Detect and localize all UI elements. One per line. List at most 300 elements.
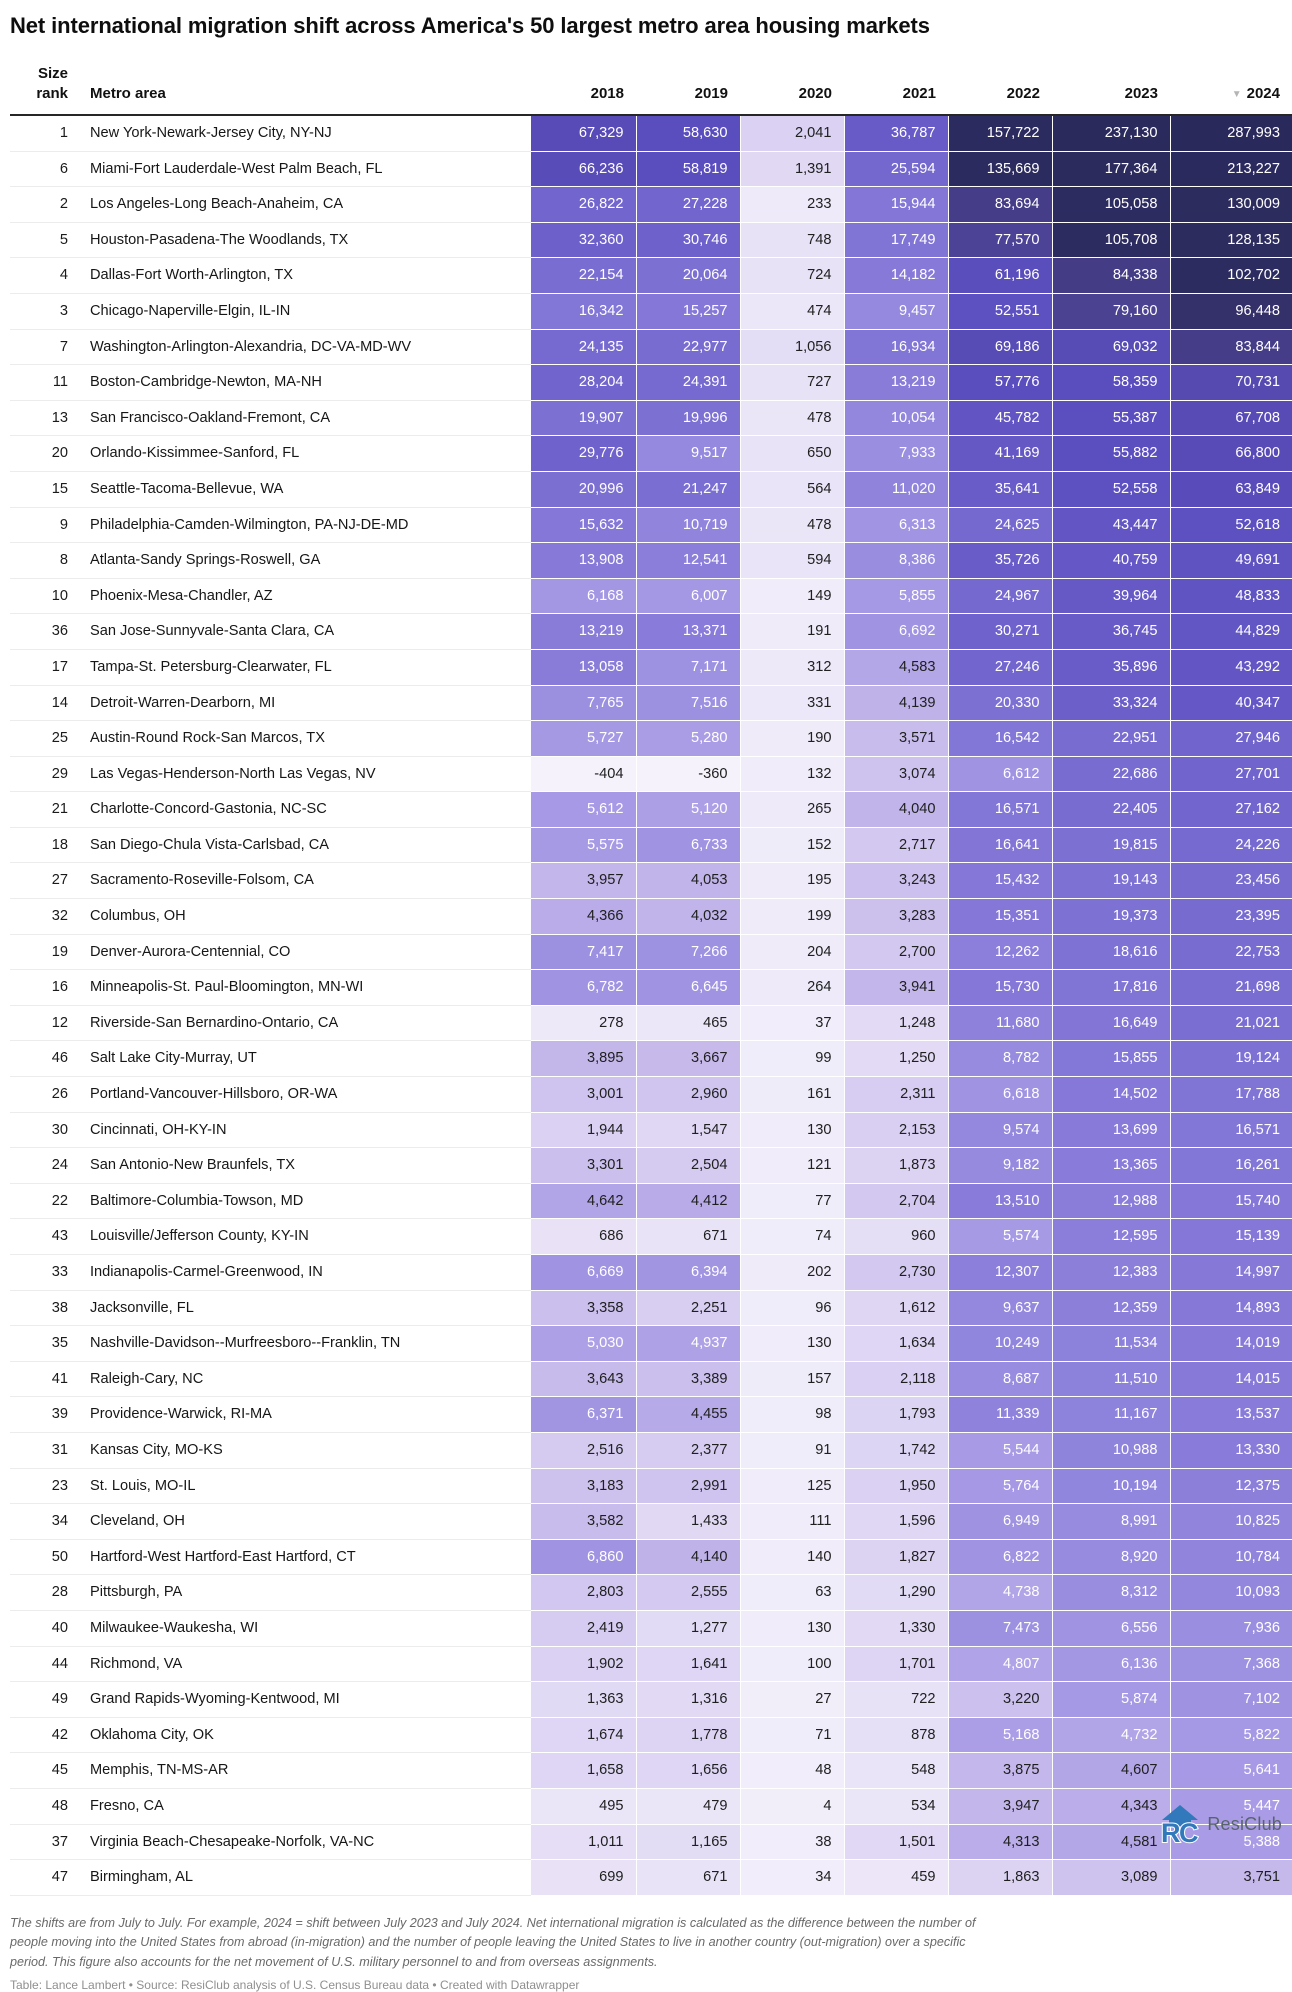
value-cell-2019: 5,280 xyxy=(636,721,740,757)
table-row xyxy=(10,1824,1292,1860)
table-row xyxy=(10,365,1292,401)
metro-area-cell: St. Louis, MO-IL xyxy=(78,1468,530,1504)
value-cell-2018: 6,371 xyxy=(530,1397,636,1433)
value-cell-2023: 55,387 xyxy=(1052,400,1170,436)
value-cell-2021: 3,074 xyxy=(844,756,948,792)
value-cell-2022: 61,196 xyxy=(948,258,1052,294)
metro-area-cell: Jacksonville, FL xyxy=(78,1290,530,1326)
value-cell-2019: 465 xyxy=(636,1005,740,1041)
value-cell-2024: 102,702 xyxy=(1170,258,1292,294)
size-rank-cell: 22 xyxy=(10,1183,78,1219)
value-cell-2023: 12,988 xyxy=(1052,1183,1170,1219)
value-cell-2019: 19,996 xyxy=(636,400,740,436)
value-cell-2018: 6,860 xyxy=(530,1539,636,1575)
value-cell-2022: 7,473 xyxy=(948,1610,1052,1646)
resiclub-logo xyxy=(1161,1804,1282,1844)
value-cell-2020: 99 xyxy=(740,1041,844,1077)
value-cell-2024: 27,701 xyxy=(1170,756,1292,792)
value-cell-2018: 13,058 xyxy=(530,649,636,685)
value-cell-2019: 12,541 xyxy=(636,543,740,579)
value-cell-2019: 4,937 xyxy=(636,1326,740,1362)
value-cell-2022: 11,339 xyxy=(948,1397,1052,1433)
value-cell-2019: 10,719 xyxy=(636,507,740,543)
value-cell-2023: 18,616 xyxy=(1052,934,1170,970)
value-cell-2018: 6,168 xyxy=(530,578,636,614)
table-row xyxy=(10,649,1292,685)
value-cell-2018: 3,183 xyxy=(530,1468,636,1504)
size-rank-label-line1: Size xyxy=(37,64,68,82)
value-cell-2022: 6,612 xyxy=(948,756,1052,792)
value-cell-2022: 3,947 xyxy=(948,1788,1052,1824)
metro-area-cell: Sacramento-Roseville-Folsom, CA xyxy=(78,863,530,899)
metro-area-cell: Pittsburgh, PA xyxy=(78,1575,530,1611)
value-cell-2018: 20,996 xyxy=(530,471,636,507)
table-row xyxy=(10,507,1292,543)
size-rank-cell: 26 xyxy=(10,1077,78,1113)
value-cell-2020: 71 xyxy=(740,1717,844,1753)
value-cell-2018: 7,765 xyxy=(530,685,636,721)
size-rank-cell: 33 xyxy=(10,1255,78,1291)
table-body xyxy=(10,115,1292,1895)
metro-area-cell: San Diego-Chula Vista-Carlsbad, CA xyxy=(78,827,530,863)
table-row xyxy=(10,578,1292,614)
value-cell-2024: 128,135 xyxy=(1170,222,1292,258)
table-row xyxy=(10,1112,1292,1148)
metro-area-cell: New York-Newark-Jersey City, NY-NJ xyxy=(78,115,530,151)
table-row xyxy=(10,1219,1292,1255)
value-cell-2021: 1,873 xyxy=(844,1148,948,1184)
size-rank-cell: 48 xyxy=(10,1788,78,1824)
size-rank-cell: 11 xyxy=(10,365,78,401)
value-cell-2021: 960 xyxy=(844,1219,948,1255)
table-row xyxy=(10,329,1292,365)
value-cell-2023: 35,896 xyxy=(1052,649,1170,685)
value-cell-2018: 13,908 xyxy=(530,543,636,579)
table-row xyxy=(10,1326,1292,1362)
value-cell-2022: 3,220 xyxy=(948,1682,1052,1718)
value-cell-2019: 1,433 xyxy=(636,1504,740,1540)
metro-area-cell: Columbus, OH xyxy=(78,899,530,935)
value-cell-2022: 1,863 xyxy=(948,1860,1052,1896)
value-cell-2022: 52,551 xyxy=(948,293,1052,329)
value-cell-2019: 7,266 xyxy=(636,934,740,970)
size-rank-cell: 9 xyxy=(10,507,78,543)
value-cell-2024: 66,800 xyxy=(1170,436,1292,472)
value-cell-2020: 149 xyxy=(740,578,844,614)
metro-area-cell: Philadelphia-Camden-Wilmington, PA-NJ-DE-MD xyxy=(78,507,530,543)
value-cell-2018: 5,612 xyxy=(530,792,636,828)
value-cell-2020: 748 xyxy=(740,222,844,258)
metro-area-cell: Kansas City, MO-KS xyxy=(78,1432,530,1468)
value-cell-2019: 21,247 xyxy=(636,471,740,507)
table-row xyxy=(10,222,1292,258)
value-cell-2019: -360 xyxy=(636,756,740,792)
value-cell-2023: 22,686 xyxy=(1052,756,1170,792)
value-cell-2024: 83,844 xyxy=(1170,329,1292,365)
value-cell-2020: 100 xyxy=(740,1646,844,1682)
value-cell-2019: 24,391 xyxy=(636,365,740,401)
value-cell-2020: 74 xyxy=(740,1219,844,1255)
table-row xyxy=(10,1717,1292,1753)
value-cell-2021: 11,020 xyxy=(844,471,948,507)
value-cell-2020: 38 xyxy=(740,1824,844,1860)
value-cell-2024: 16,571 xyxy=(1170,1112,1292,1148)
table-row xyxy=(10,1539,1292,1575)
value-cell-2018: 3,582 xyxy=(530,1504,636,1540)
value-cell-2018: 3,358 xyxy=(530,1290,636,1326)
value-cell-2019: 2,377 xyxy=(636,1432,740,1468)
metro-area-cell: Cleveland, OH xyxy=(78,1504,530,1540)
value-cell-2020: 724 xyxy=(740,258,844,294)
value-cell-2024: 10,093 xyxy=(1170,1575,1292,1611)
value-cell-2023: 6,556 xyxy=(1052,1610,1170,1646)
value-cell-2022: 8,687 xyxy=(948,1361,1052,1397)
table-row xyxy=(10,934,1292,970)
value-cell-2023: 13,699 xyxy=(1052,1112,1170,1148)
value-cell-2023: 84,338 xyxy=(1052,258,1170,294)
value-cell-2024: 5,822 xyxy=(1170,1717,1292,1753)
value-cell-2024: 70,731 xyxy=(1170,365,1292,401)
value-cell-2019: 2,960 xyxy=(636,1077,740,1113)
size-rank-cell: 27 xyxy=(10,863,78,899)
value-cell-2020: 96 xyxy=(740,1290,844,1326)
value-cell-2019: 7,171 xyxy=(636,649,740,685)
metro-area-cell: Hartford-West Hartford-East Hartford, CT xyxy=(78,1539,530,1575)
size-rank-cell: 45 xyxy=(10,1753,78,1789)
size-rank-cell: 8 xyxy=(10,543,78,579)
table-row xyxy=(10,1183,1292,1219)
value-cell-2018: 66,236 xyxy=(530,151,636,187)
size-rank-cell: 2 xyxy=(10,187,78,223)
table-row xyxy=(10,756,1292,792)
table-row xyxy=(10,400,1292,436)
value-cell-2022: 4,807 xyxy=(948,1646,1052,1682)
metro-area-cell: Detroit-Warren-Dearborn, MI xyxy=(78,685,530,721)
value-cell-2019: 58,630 xyxy=(636,115,740,151)
value-cell-2018: 15,632 xyxy=(530,507,636,543)
value-cell-2018: 19,907 xyxy=(530,400,636,436)
column-header-size-rank[interactable] xyxy=(10,64,78,116)
value-cell-2022: 6,949 xyxy=(948,1504,1052,1540)
table-row xyxy=(10,1397,1292,1433)
metro-area-cell: Oklahoma City, OK xyxy=(78,1717,530,1753)
value-cell-2020: 77 xyxy=(740,1183,844,1219)
value-cell-2020: 312 xyxy=(740,649,844,685)
value-cell-2023: 4,581 xyxy=(1052,1824,1170,1860)
value-cell-2021: 1,634 xyxy=(844,1326,948,1362)
value-cell-2021: 2,704 xyxy=(844,1183,948,1219)
value-cell-2021: 1,793 xyxy=(844,1397,948,1433)
value-cell-2019: 7,516 xyxy=(636,685,740,721)
size-rank-label-line2: rank xyxy=(36,84,68,102)
value-cell-2021: 2,118 xyxy=(844,1361,948,1397)
column-header-2018[interactable]: 2018 xyxy=(530,64,636,116)
value-cell-2022: 4,313 xyxy=(948,1824,1052,1860)
value-cell-2020: 478 xyxy=(740,507,844,543)
value-cell-2024: 14,015 xyxy=(1170,1361,1292,1397)
value-cell-2019: 1,316 xyxy=(636,1682,740,1718)
value-cell-2021: 7,933 xyxy=(844,436,948,472)
table-row xyxy=(10,1361,1292,1397)
table-row xyxy=(10,1610,1292,1646)
table-row xyxy=(10,1504,1292,1540)
column-header-2022[interactable]: 2022 xyxy=(948,64,1052,116)
size-rank-cell: 19 xyxy=(10,934,78,970)
value-cell-2019: 1,277 xyxy=(636,1610,740,1646)
value-cell-2024: 5,447 xyxy=(1170,1788,1292,1824)
value-cell-2021: 1,248 xyxy=(844,1005,948,1041)
value-cell-2022: 35,726 xyxy=(948,543,1052,579)
value-cell-2022: 6,822 xyxy=(948,1539,1052,1575)
column-header-2019[interactable]: 2019 xyxy=(636,64,740,116)
value-cell-2022: 15,730 xyxy=(948,970,1052,1006)
resiclub-logo-text: ResiClub xyxy=(1207,1813,1282,1834)
value-cell-2022: 16,571 xyxy=(948,792,1052,828)
size-rank-cell: 43 xyxy=(10,1219,78,1255)
size-rank-cell: 50 xyxy=(10,1539,78,1575)
sort-descending-icon: ▼ xyxy=(1231,88,1242,100)
value-cell-2022: 57,776 xyxy=(948,365,1052,401)
value-cell-2023: 105,058 xyxy=(1052,187,1170,223)
metro-area-cell: Riverside-San Bernardino-Ontario, CA xyxy=(78,1005,530,1041)
value-cell-2021: 1,742 xyxy=(844,1432,948,1468)
value-cell-2020: 191 xyxy=(740,614,844,650)
value-cell-2020: 130 xyxy=(740,1326,844,1362)
table-row xyxy=(10,1468,1292,1504)
value-cell-2022: 9,182 xyxy=(948,1148,1052,1184)
value-cell-2018: 24,135 xyxy=(530,329,636,365)
value-cell-2024: 3,751 xyxy=(1170,1860,1292,1896)
value-cell-2019: 1,656 xyxy=(636,1753,740,1789)
value-cell-2020: 27 xyxy=(740,1682,844,1718)
size-rank-cell: 7 xyxy=(10,329,78,365)
value-cell-2018: 1,011 xyxy=(530,1824,636,1860)
table-row xyxy=(10,970,1292,1006)
value-cell-2023: 4,343 xyxy=(1052,1788,1170,1824)
value-cell-2022: 13,510 xyxy=(948,1183,1052,1219)
value-cell-2020: 98 xyxy=(740,1397,844,1433)
value-cell-2018: 13,219 xyxy=(530,614,636,650)
value-cell-2024: 27,946 xyxy=(1170,721,1292,757)
value-cell-2024: 67,708 xyxy=(1170,400,1292,436)
value-cell-2019: 4,455 xyxy=(636,1397,740,1433)
value-cell-2019: 1,165 xyxy=(636,1824,740,1860)
value-cell-2021: 1,501 xyxy=(844,1824,948,1860)
value-cell-2022: 15,432 xyxy=(948,863,1052,899)
value-cell-2018: 3,301 xyxy=(530,1148,636,1184)
value-cell-2020: 152 xyxy=(740,827,844,863)
value-cell-2021: 459 xyxy=(844,1860,948,1896)
metro-area-cell: Minneapolis-St. Paul-Bloomington, MN-WI xyxy=(78,970,530,1006)
table-row xyxy=(10,899,1292,935)
value-cell-2024: 15,740 xyxy=(1170,1183,1292,1219)
value-cell-2019: 4,412 xyxy=(636,1183,740,1219)
metro-area-cell: Cincinnati, OH-KY-IN xyxy=(78,1112,530,1148)
value-cell-2023: 11,167 xyxy=(1052,1397,1170,1433)
metro-area-cell: Phoenix-Mesa-Chandler, AZ xyxy=(78,578,530,614)
value-cell-2019: 479 xyxy=(636,1788,740,1824)
metro-area-cell: Providence-Warwick, RI-MA xyxy=(78,1397,530,1433)
value-cell-2020: 474 xyxy=(740,293,844,329)
size-rank-cell: 6 xyxy=(10,151,78,187)
value-cell-2021: 8,386 xyxy=(844,543,948,579)
value-cell-2024: 5,641 xyxy=(1170,1753,1292,1789)
table-row xyxy=(10,614,1292,650)
value-cell-2020: 264 xyxy=(740,970,844,1006)
value-cell-2024: 7,102 xyxy=(1170,1682,1292,1718)
column-header-2020[interactable]: 2020 xyxy=(740,64,844,116)
value-cell-2018: 1,363 xyxy=(530,1682,636,1718)
value-cell-2024: 24,226 xyxy=(1170,827,1292,863)
value-cell-2024: 17,788 xyxy=(1170,1077,1292,1113)
value-cell-2023: 52,558 xyxy=(1052,471,1170,507)
value-cell-2023: 3,089 xyxy=(1052,1860,1170,1896)
value-cell-2021: 1,250 xyxy=(844,1041,948,1077)
metro-area-cell: Chicago-Naperville-Elgin, IL-IN xyxy=(78,293,530,329)
value-cell-2022: 24,967 xyxy=(948,578,1052,614)
metro-area-cell: Virginia Beach-Chesapeake-Norfolk, VA-NC xyxy=(78,1824,530,1860)
table-row xyxy=(10,1432,1292,1468)
value-cell-2018: 22,154 xyxy=(530,258,636,294)
value-cell-2024: 16,261 xyxy=(1170,1148,1292,1184)
metro-area-cell: Raleigh-Cary, NC xyxy=(78,1361,530,1397)
value-cell-2021: 2,730 xyxy=(844,1255,948,1291)
value-cell-2024: 14,997 xyxy=(1170,1255,1292,1291)
value-cell-2018: 4,366 xyxy=(530,899,636,935)
value-cell-2024: 43,292 xyxy=(1170,649,1292,685)
table-row xyxy=(10,1646,1292,1682)
value-cell-2019: 6,394 xyxy=(636,1255,740,1291)
value-cell-2024: 7,936 xyxy=(1170,1610,1292,1646)
value-cell-2024: 5,388 xyxy=(1170,1824,1292,1860)
size-rank-cell: 41 xyxy=(10,1361,78,1397)
value-cell-2023: 13,365 xyxy=(1052,1148,1170,1184)
value-cell-2019: 20,064 xyxy=(636,258,740,294)
table-row xyxy=(10,115,1292,151)
table-row xyxy=(10,436,1292,472)
value-cell-2019: 22,977 xyxy=(636,329,740,365)
value-cell-2024: 15,139 xyxy=(1170,1219,1292,1255)
value-cell-2020: 140 xyxy=(740,1539,844,1575)
value-cell-2019: 6,645 xyxy=(636,970,740,1006)
metro-area-cell: Washington-Arlington-Alexandria, DC-VA-MD-WV xyxy=(78,329,530,365)
metro-area-cell: Salt Lake City-Murray, UT xyxy=(78,1041,530,1077)
value-cell-2018: 5,575 xyxy=(530,827,636,863)
column-header-2021[interactable]: 2021 xyxy=(844,64,948,116)
column-header-metro[interactable]: Metro area xyxy=(78,64,530,116)
value-cell-2020: 63 xyxy=(740,1575,844,1611)
value-cell-2023: 10,988 xyxy=(1052,1432,1170,1468)
size-rank-cell: 35 xyxy=(10,1326,78,1362)
value-cell-2024: 21,698 xyxy=(1170,970,1292,1006)
value-cell-2019: 2,504 xyxy=(636,1148,740,1184)
value-cell-2024: 14,893 xyxy=(1170,1290,1292,1326)
value-cell-2022: 4,738 xyxy=(948,1575,1052,1611)
value-cell-2018: 2,803 xyxy=(530,1575,636,1611)
value-cell-2024: 40,347 xyxy=(1170,685,1292,721)
value-cell-2018: 5,030 xyxy=(530,1326,636,1362)
value-cell-2023: 69,032 xyxy=(1052,329,1170,365)
table-row xyxy=(10,685,1292,721)
value-cell-2022: 9,637 xyxy=(948,1290,1052,1326)
metro-area-cell: Indianapolis-Carmel-Greenwood, IN xyxy=(78,1255,530,1291)
metro-area-cell: Atlanta-Sandy Springs-Roswell, GA xyxy=(78,543,530,579)
value-cell-2023: 8,991 xyxy=(1052,1504,1170,1540)
value-cell-2022: 8,782 xyxy=(948,1041,1052,1077)
value-cell-2019: 4,053 xyxy=(636,863,740,899)
value-cell-2018: 16,342 xyxy=(530,293,636,329)
value-cell-2022: 16,542 xyxy=(948,721,1052,757)
metro-area-cell: Grand Rapids-Wyoming-Kentwood, MI xyxy=(78,1682,530,1718)
value-cell-2018: 2,516 xyxy=(530,1432,636,1468)
value-cell-2021: 4,583 xyxy=(844,649,948,685)
value-cell-2020: 121 xyxy=(740,1148,844,1184)
size-rank-cell: 47 xyxy=(10,1860,78,1896)
value-cell-2019: 671 xyxy=(636,1860,740,1896)
size-rank-cell: 13 xyxy=(10,400,78,436)
value-cell-2024: 23,395 xyxy=(1170,899,1292,935)
metro-area-cell: Austin-Round Rock-San Marcos, TX xyxy=(78,721,530,757)
value-cell-2020: 157 xyxy=(740,1361,844,1397)
column-header-2023[interactable]: 2023 xyxy=(1052,64,1170,116)
value-cell-2021: 13,219 xyxy=(844,365,948,401)
value-cell-2018: 29,776 xyxy=(530,436,636,472)
value-cell-2022: 41,169 xyxy=(948,436,1052,472)
value-cell-2020: 478 xyxy=(740,400,844,436)
value-cell-2021: 2,311 xyxy=(844,1077,948,1113)
value-cell-2020: 204 xyxy=(740,934,844,970)
table-row xyxy=(10,293,1292,329)
metro-area-cell: San Jose-Sunnyvale-Santa Clara, CA xyxy=(78,614,530,650)
value-cell-2021: 3,243 xyxy=(844,863,948,899)
value-cell-2023: 12,359 xyxy=(1052,1290,1170,1326)
value-cell-2023: 19,143 xyxy=(1052,863,1170,899)
value-cell-2021: 1,612 xyxy=(844,1290,948,1326)
table-row xyxy=(10,258,1292,294)
value-cell-2024: 13,330 xyxy=(1170,1432,1292,1468)
metro-area-cell: Seattle-Tacoma-Bellevue, WA xyxy=(78,471,530,507)
size-rank-cell: 39 xyxy=(10,1397,78,1433)
value-cell-2018: -404 xyxy=(530,756,636,792)
value-cell-2018: 7,417 xyxy=(530,934,636,970)
value-cell-2023: 22,951 xyxy=(1052,721,1170,757)
metro-area-cell: Miami-Fort Lauderdale-West Palm Beach, FL xyxy=(78,151,530,187)
value-cell-2022: 157,722 xyxy=(948,115,1052,151)
size-rank-cell: 4 xyxy=(10,258,78,294)
table-row xyxy=(10,721,1292,757)
value-cell-2019: 2,251 xyxy=(636,1290,740,1326)
value-cell-2023: 16,649 xyxy=(1052,1005,1170,1041)
value-cell-2022: 5,764 xyxy=(948,1468,1052,1504)
value-cell-2023: 105,708 xyxy=(1052,222,1170,258)
value-cell-2021: 878 xyxy=(844,1717,948,1753)
value-cell-2023: 11,534 xyxy=(1052,1326,1170,1362)
value-cell-2022: 9,574 xyxy=(948,1112,1052,1148)
value-cell-2019: 1,547 xyxy=(636,1112,740,1148)
value-cell-2020: 564 xyxy=(740,471,844,507)
value-cell-2023: 79,160 xyxy=(1052,293,1170,329)
size-rank-cell: 10 xyxy=(10,578,78,614)
value-cell-2019: 671 xyxy=(636,1219,740,1255)
column-header-2024[interactable]: ▼ 2024 xyxy=(1170,64,1292,116)
metro-area-cell: Orlando-Kissimmee-Sanford, FL xyxy=(78,436,530,472)
migration-heatmap-table xyxy=(10,64,1292,1896)
value-cell-2024: 22,753 xyxy=(1170,934,1292,970)
value-cell-2022: 45,782 xyxy=(948,400,1052,436)
value-cell-2024: 19,124 xyxy=(1170,1041,1292,1077)
value-cell-2019: 1,641 xyxy=(636,1646,740,1682)
size-rank-cell: 36 xyxy=(10,614,78,650)
